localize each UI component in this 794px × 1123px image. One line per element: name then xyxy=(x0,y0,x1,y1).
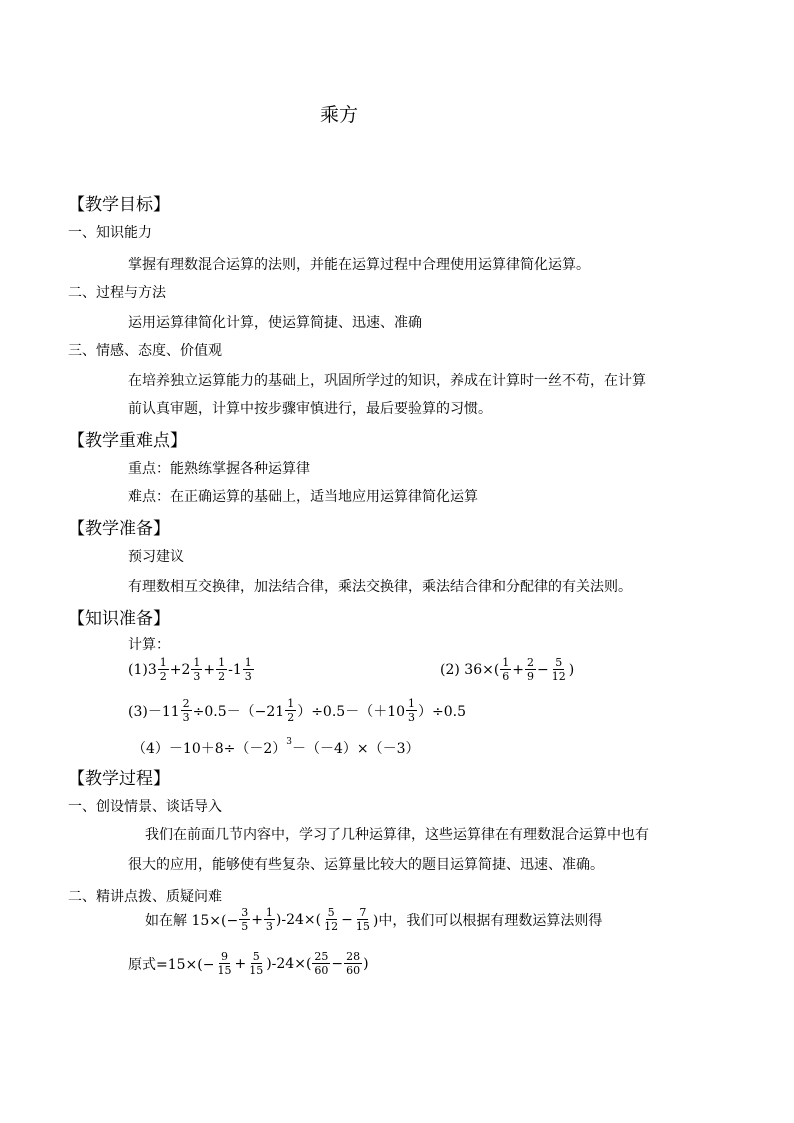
objective-3-text-line1: 在培养独立运算能力的基础上，巩固所学过的知识，养成在计算时一丝不苟，在计算 xyxy=(128,373,646,389)
example-1-part-a: 如在解 15×(− xyxy=(145,912,239,929)
numerator: 1 xyxy=(265,906,273,919)
example-1-part-c: )-24×( xyxy=(275,911,322,928)
problem-3-part-c: ）÷0.5－（＋10 xyxy=(297,703,406,720)
denominator: 3 xyxy=(265,920,273,933)
example-1-part-e: )中，我们可以根据有理数运算法则得 xyxy=(372,912,603,929)
example-2-part-a: 原式=15×(− xyxy=(128,956,215,973)
process-heading: 【教学过程】 xyxy=(68,769,170,789)
denominator: 12 xyxy=(551,670,566,683)
numerator: 1 xyxy=(159,656,167,669)
problem-4 xyxy=(132,738,420,758)
denominator: 15 xyxy=(217,964,232,977)
fraction xyxy=(500,656,511,683)
denominator: 15 xyxy=(249,964,264,977)
denominator: 6 xyxy=(502,670,510,683)
problem-3-part-a: (3)－11 xyxy=(128,703,180,720)
denominator: 9 xyxy=(527,670,535,683)
fraction xyxy=(406,697,417,724)
exponent: 3 xyxy=(286,737,293,747)
fraction xyxy=(312,950,330,977)
numerator: 1 xyxy=(408,697,416,710)
objective-2-label: 二、过程与方法 xyxy=(68,285,166,301)
problem-1 xyxy=(128,656,255,683)
problem-2-part-c: − xyxy=(537,661,549,678)
numerator: 5 xyxy=(252,950,260,963)
numerator: 1 xyxy=(218,656,226,669)
fraction xyxy=(550,656,568,683)
example-2-part-b: + xyxy=(234,955,247,972)
objective-1-text: 掌握有理数混合运算的法则，并能在运算过程中合理使用运算律简化运算。 xyxy=(128,257,590,273)
example-1-part-b: + xyxy=(251,911,263,928)
example-2-part-c: )-24×( xyxy=(266,955,312,972)
denominator: 2 xyxy=(159,670,167,683)
numerator: 25 xyxy=(314,950,329,963)
problem-2-part-d: ) xyxy=(568,661,575,678)
objective-3-text-line2: 前认真审题，计算中按步骤审慎进行，最后要验算的习惯。 xyxy=(128,401,492,417)
denominator: 60 xyxy=(314,964,329,977)
denominator: 15 xyxy=(355,920,370,933)
difficulty-text: 难点：在正确运算的基础上，适当地应用运算律简化运算 xyxy=(128,489,478,505)
fraction xyxy=(243,656,254,683)
fraction xyxy=(191,656,202,683)
problem-3 xyxy=(128,697,466,724)
denominator: 12 xyxy=(324,920,339,933)
denominator: 2 xyxy=(218,670,226,683)
key-point-text: 重点：能熟练掌握各种运算律 xyxy=(128,461,310,477)
example-line-2 xyxy=(128,950,369,977)
denominator: 3 xyxy=(182,711,190,724)
problem-1-part-b: +2 xyxy=(169,661,191,678)
fraction xyxy=(247,950,265,977)
process-part-1-label: 一、创设情景、谈话导入 xyxy=(68,799,222,815)
problem-4-part-b: －（－4）×（－3） xyxy=(292,741,420,757)
problem-1-part-a: (1)3 xyxy=(128,661,157,678)
problem-1-part-c: + xyxy=(203,661,216,678)
process-part-1-line2: 很大的应用，能够使有些复杂、运算量比较大的题目运算简捷、迅速、准确。 xyxy=(128,857,604,873)
numerator: 1 xyxy=(287,697,295,710)
numerator: 2 xyxy=(527,656,535,669)
numerator: 1 xyxy=(502,656,510,669)
numerator: 28 xyxy=(346,950,361,963)
denominator: 3 xyxy=(408,711,416,724)
objective-2-text: 运用运算律简化计算，使运算简捷、迅速、准确 xyxy=(128,315,422,331)
denominator: 3 xyxy=(244,670,252,683)
numerator: 1 xyxy=(193,656,201,669)
fraction xyxy=(158,656,169,683)
knowledge-heading: 【知识准备】 xyxy=(68,609,170,629)
numerator: 1 xyxy=(244,656,252,669)
example-2-part-e: ) xyxy=(363,955,369,972)
fraction xyxy=(216,656,227,683)
example-line-1 xyxy=(145,906,602,933)
objective-1-label: 一、知识能力 xyxy=(68,225,152,241)
process-part-2-label: 二、精讲点拨、质疑问难 xyxy=(68,889,222,905)
fraction xyxy=(525,656,536,683)
numerator: 7 xyxy=(359,906,367,919)
problem-3-part-b: ÷0.5－（−21 xyxy=(192,703,285,720)
numerator: 5 xyxy=(555,656,563,669)
denominator: 3 xyxy=(193,670,201,683)
fraction xyxy=(215,950,233,977)
fraction xyxy=(239,906,250,933)
page-title: 乘方 xyxy=(320,104,359,126)
objectives-heading: 【教学目标】 xyxy=(68,195,170,215)
fraction xyxy=(354,906,372,933)
objective-3-label: 三、情感、态度、价值观 xyxy=(68,343,222,359)
numerator: 5 xyxy=(327,906,335,919)
denominator: 60 xyxy=(346,964,361,977)
fraction xyxy=(344,950,362,977)
problem-4-part-a: （4）－10＋8÷（－2） xyxy=(132,741,287,757)
denominator: 5 xyxy=(241,920,249,933)
problem-2 xyxy=(440,656,574,683)
problem-1-part-d: -1 xyxy=(228,661,242,678)
numerator: 9 xyxy=(220,950,228,963)
numerator: 3 xyxy=(241,906,249,919)
fraction xyxy=(181,697,192,724)
key-points-heading: 【教学重难点】 xyxy=(68,431,187,451)
preparation-line2: 有理数相互交换律，加法结合律，乘法交换律，乘法结合律和分配律的有关法则。 xyxy=(128,579,632,595)
fraction xyxy=(322,906,340,933)
fraction xyxy=(285,697,296,724)
problem-3-part-d: ）÷0.5 xyxy=(418,703,467,720)
fraction xyxy=(264,906,275,933)
preparation-heading: 【教学准备】 xyxy=(68,519,170,539)
calc-label: 计算： xyxy=(128,637,170,653)
denominator: 2 xyxy=(287,711,295,724)
preparation-line1: 预习建议 xyxy=(128,549,184,565)
process-part-1-line1: 我们在前面几节内容中，学习了几种运算律，这些运算律在有理数混合运算中也有 xyxy=(145,827,649,843)
numerator: 2 xyxy=(182,697,190,710)
problem-2-part-b: + xyxy=(512,661,525,678)
example-2-part-d: − xyxy=(331,955,344,972)
example-1-part-d: − xyxy=(341,911,353,928)
problem-2-part-a: (2) 36×( xyxy=(440,661,500,678)
